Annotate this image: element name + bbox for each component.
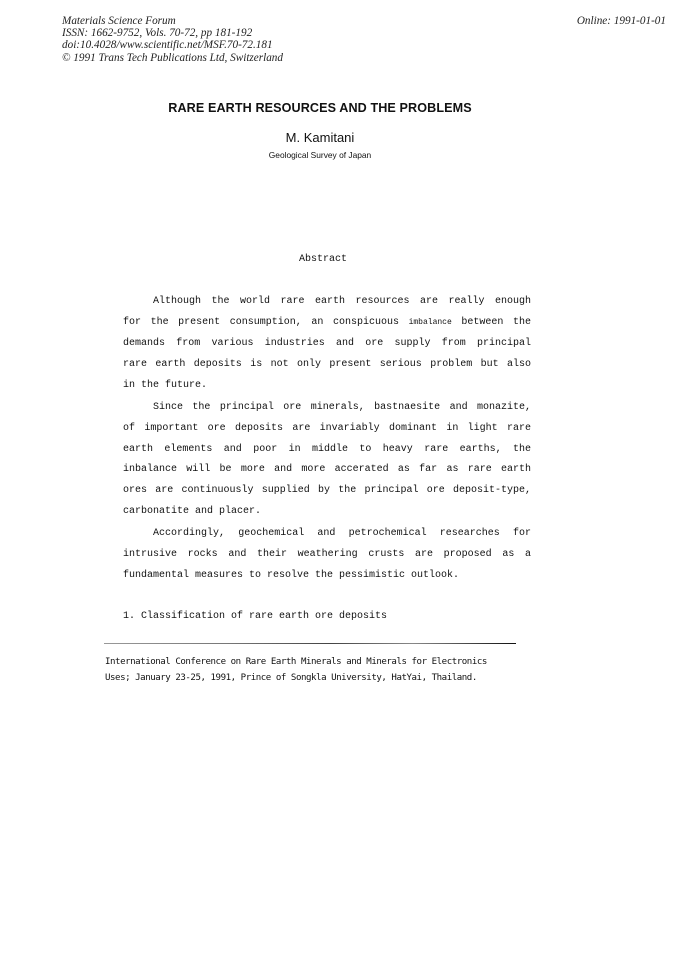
abstract-heading: Abstract	[298, 254, 347, 265]
copyright-line: © 1991 Trans Tech Publications Ltd, Switzerland	[62, 51, 283, 64]
abstract-line: ores are continuously supplied by the principal ore deposit-type,	[123, 485, 531, 496]
abstract-line	[123, 316, 531, 329]
abstract-line-part: between the	[461, 317, 531, 328]
abstract-line: of important ore deposits are invariably dominant in light rare	[123, 423, 531, 434]
footnote-line: Uses; January 23-25, 1991, Prince of Songkla University, HatYai, Thailand.	[105, 673, 477, 683]
abstract-line: in the future.	[123, 380, 208, 391]
doi-line: doi:10.4028/www.scientific.net/MSF.70-72.181	[62, 39, 273, 52]
abstract-line: rare earth deposits is not only present serious problem but also	[123, 359, 531, 370]
abstract-line: carbonatite and placer.	[123, 506, 262, 517]
abstract-line-part: for the present consumption, an conspicuous	[123, 317, 399, 328]
abstract-line: Although the world rare earth resources are really enough	[153, 296, 531, 307]
paper-title: RARE EARTH RESOURCES AND THE PROBLEMS	[168, 101, 472, 115]
author-affiliation: Geological Survey of Japan	[268, 150, 372, 160]
abstract-line: Accordingly, geochemical and petrochemical researches for	[153, 528, 531, 539]
abstract-line: Since the principal ore minerals, bastnaesite and monazite,	[153, 402, 531, 413]
journal-name: Materials Science Forum	[62, 15, 176, 27]
abstract-line: fundamental measures to resolve the pessimistic outlook.	[123, 570, 460, 581]
abstract-line: intrusive rocks and their weathering crusts are proposed as a	[123, 549, 531, 560]
author-name: M. Kamitani	[285, 130, 355, 145]
footnote-line: International Conference on Rare Earth Minerals and Minerals for Electronics	[105, 657, 487, 667]
issn-line: ISSN: 1662-9752, Vols. 70-72, pp 181-192	[62, 27, 253, 40]
online-date: Online: 1991-01-01	[576, 15, 666, 27]
abstract-line: demands from various industries and ore supply from principal	[123, 338, 531, 349]
section-heading: 1. Classification of rare earth ore deposits	[123, 611, 388, 622]
abstract-line: earth elements and poor in middle to heavy rare earths, the	[123, 444, 531, 455]
journal-metadata	[62, 15, 283, 64]
abstract-line: inbalance will be more and more accerated as far as rare earth	[123, 464, 531, 475]
abstract-line-small-word: imbalance	[408, 318, 452, 327]
footnote	[105, 654, 487, 686]
footnote-divider	[104, 643, 516, 644]
